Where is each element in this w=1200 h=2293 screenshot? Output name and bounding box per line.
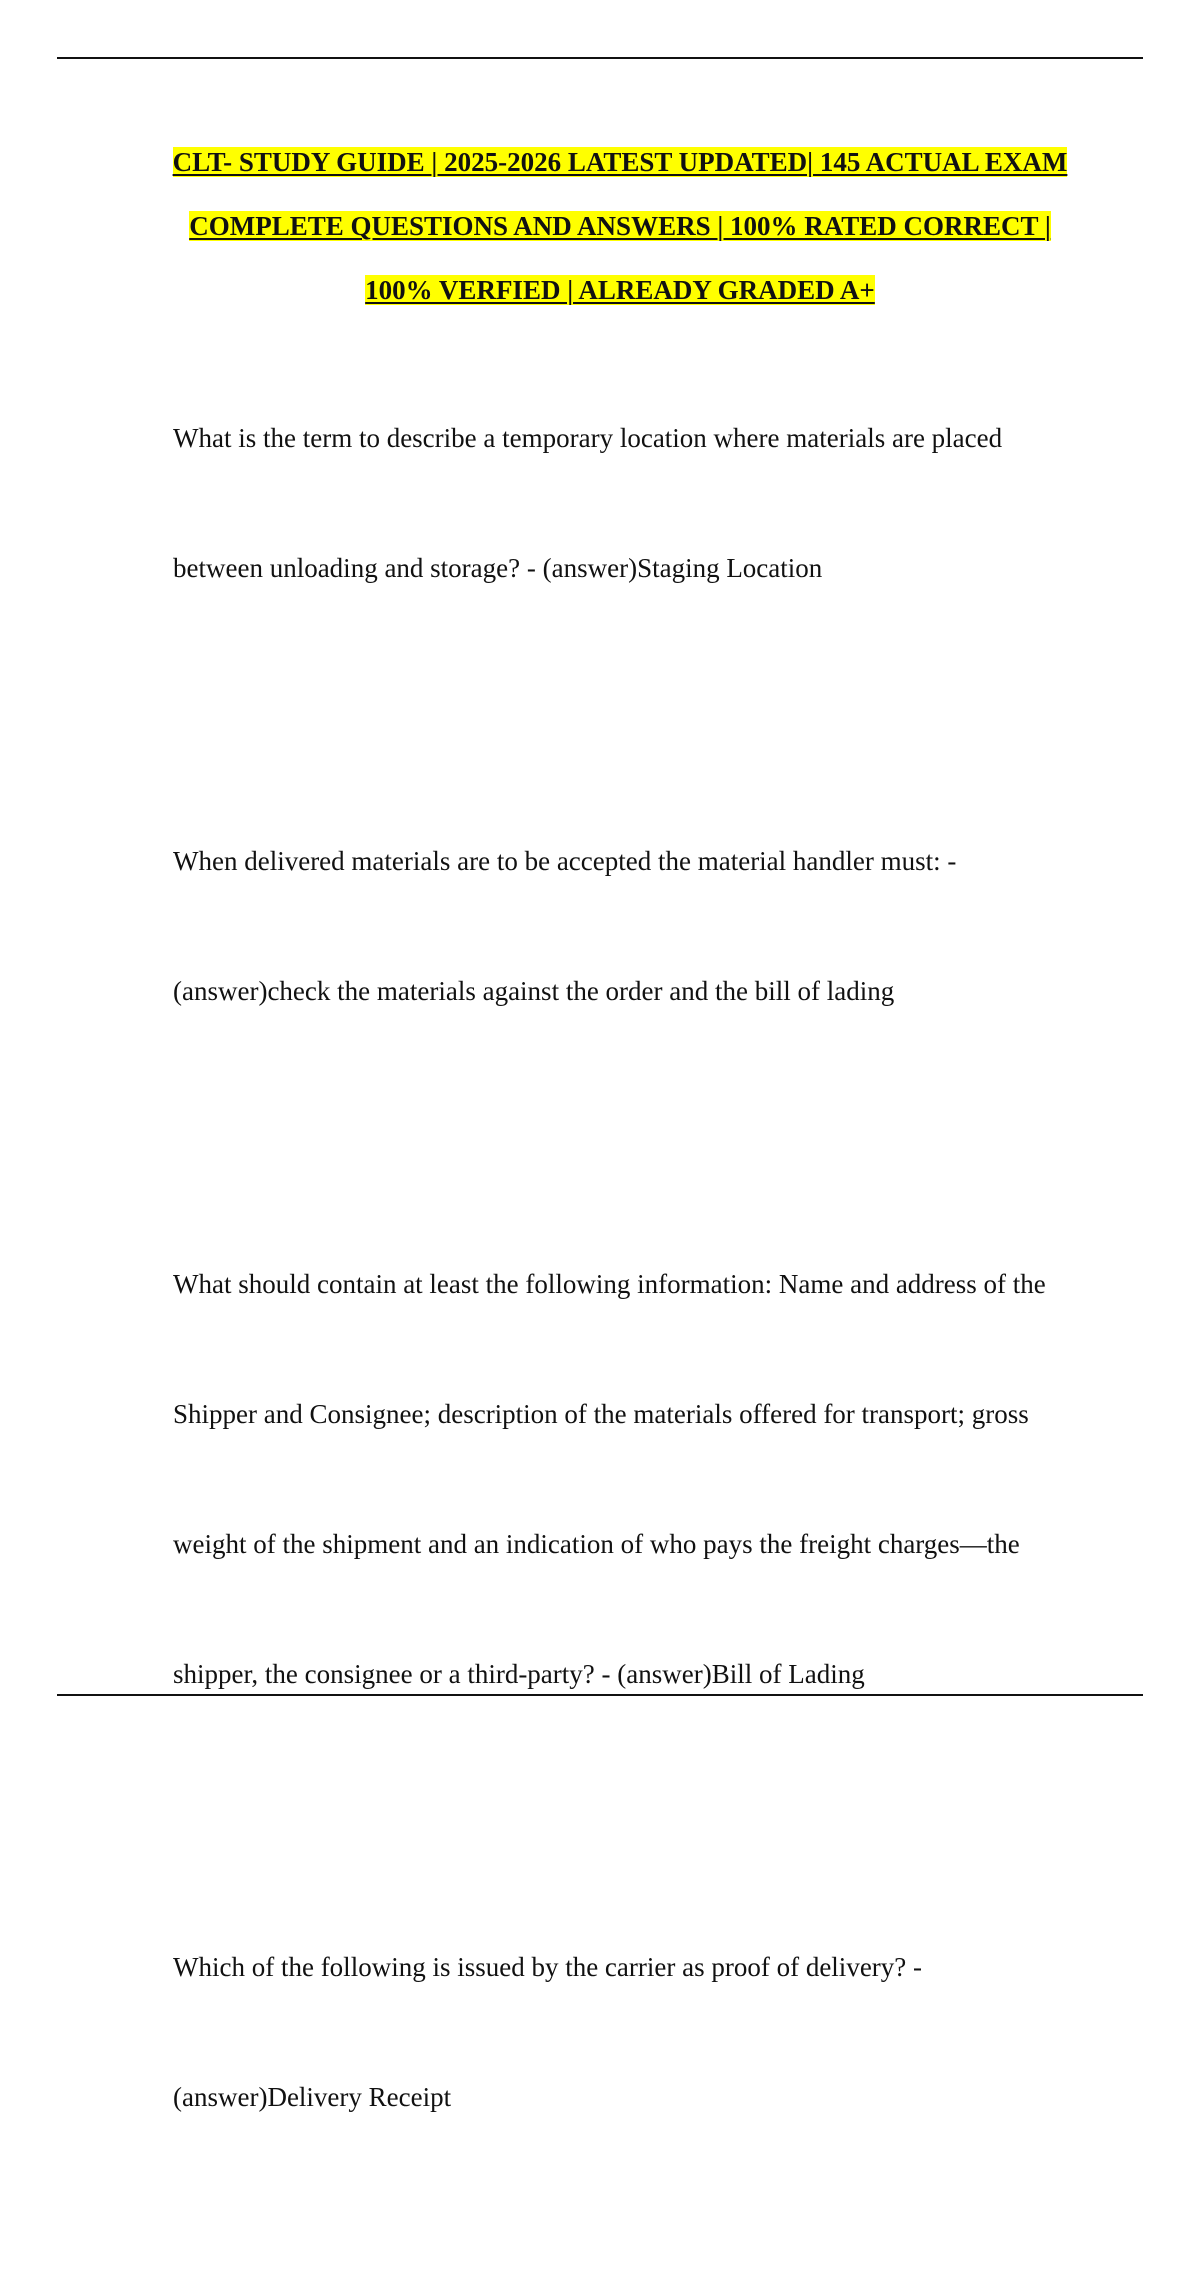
title-line-2: COMPLETE QUESTIONS AND ANSWERS | 100% RATED CORRECT | [189,211,1051,241]
top-rule [57,57,1143,59]
qa-line: (answer)Delivery Receipt [173,2082,452,2112]
qa-line: What should contain at least the following information: Name and address of the [173,1269,1046,1299]
qa-line: Shipper and Consignee; description of the materials offered for transport; gross [173,1399,1029,1429]
qa-line: When delivered materials are to be accepted the material handler must: - [173,846,957,876]
qa-list [146,341,1086,2293]
qa-line: between unloading and storage? - (answer)Staging Location [173,553,823,583]
qa-item-bill-of-lading [146,1187,1086,1772]
qa-line: weight of the shipment and an indication of who pays the freight charges—the [173,1529,1020,1559]
qa-line: Which of the following is issued by the carrier as proof of delivery? - [173,1952,923,1982]
qa-item-delivery-receipt [146,1870,1086,2195]
document-title [140,130,1100,322]
qa-item-staging-location [146,341,1086,666]
qa-line: (answer)check the materials against the order and the bill of lading [173,976,895,1006]
title-line-1: CLT- STUDY GUIDE | 2025-2026 LATEST UPDATED| 145 ACTUAL EXAM [172,147,1068,177]
qa-line: shipper, the consignee or a third-party? - (answer)Bill of Lading [173,1659,865,1689]
title-line-3: 100% VERFIED | ALREADY GRADED A+ [365,275,875,305]
bottom-rule [57,1694,1143,1696]
qa-item-accept-materials [146,764,1086,1089]
qa-line: What is the term to describe a temporary location where materials are placed [173,423,1003,453]
